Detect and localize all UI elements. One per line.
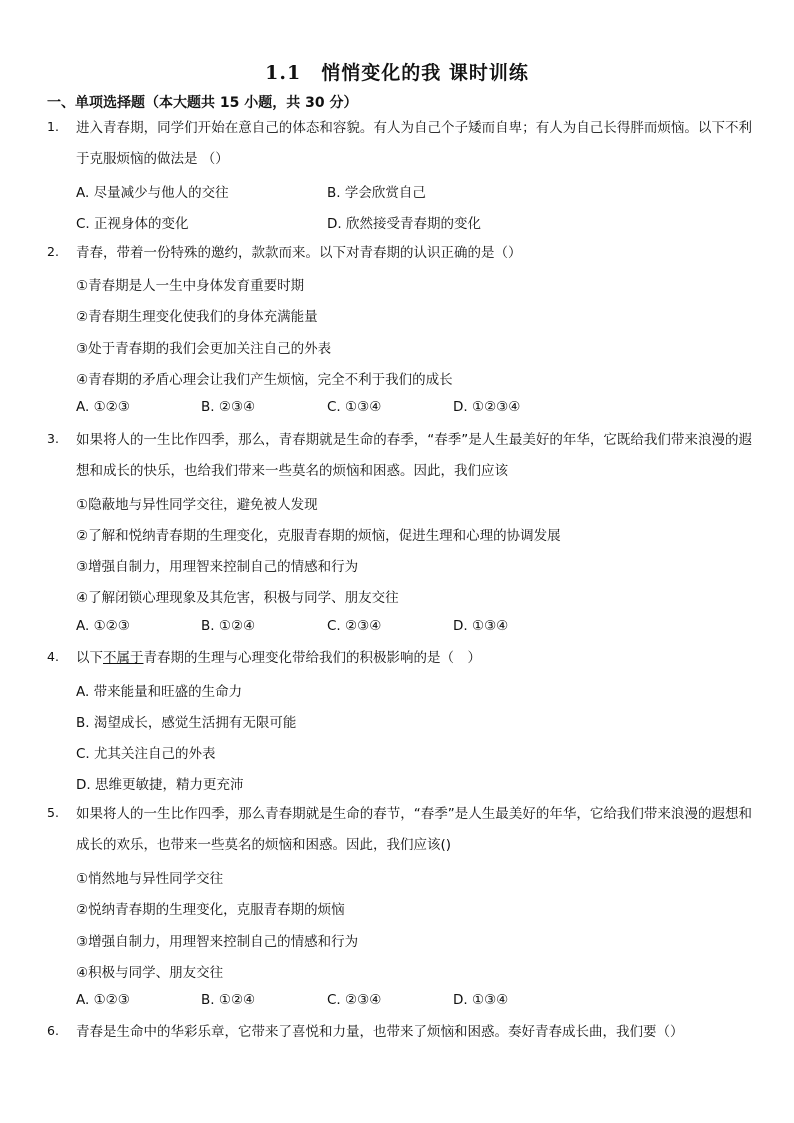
statement-item: ②悦纳青春期的生理变化，克服青春期的烦恼 [76,902,345,918]
option-a: A. 带来能量和旺盛的生命力 [76,684,243,700]
question-stem: 以下不属于青春期的生理与心理变化带给我们的积极影响的是（ ） [76,650,481,666]
option-c: C. ①③④ [327,399,382,415]
option-d: D. ①③④ [453,992,509,1008]
question-stem: 如果将人的一生比作四季，那么，青春期就是生命的春季，“春季”是人生最美好的年华，它既给我们带来浪漫的遐想和成长的快乐，也给我们带来一些莫名的烦恼和困惑。因此，我们应该 [76,432,752,479]
option-c: C. 正视身体的变化 [76,216,189,232]
question-5 [47,799,752,861]
statement-item: ③处于青春期的我们会更加关注自己的外表 [76,341,332,357]
option-a: A. ①②③ [76,992,130,1008]
option-c: C. ②③④ [327,992,382,1008]
option-c: C. ②③④ [327,618,382,634]
question-stem: 青春，带着一份特殊的邀约，款款而来。以下对青春期的认识正确的是（） [76,245,522,261]
option-b: B. 渴望成长，感觉生活拥有无限可能 [76,715,297,731]
statement-item: ④了解闭锁心理现象及其危害，积极与同学、朋友交往 [76,590,399,606]
question-6 [47,1017,752,1048]
statement-item: ①悄然地与异性同学交往 [76,871,224,887]
question-number: 6. [47,1023,59,1038]
question-stem: 进入青春期，同学们开始在意自己的体态和容貌。有人为自己个子矮而自卑；有人为自己长得胖而烦恼。以下不利于克服烦恼的做法是 （） [76,120,752,167]
option-a: A. ①②③ [76,618,130,634]
statement-item: ②青春期生理变化使我们的身体充满能量 [76,309,318,325]
statement-item: ①青春期是人一生中身体发育重要时期 [76,278,305,294]
option-a: A. 尽量减少与他人的交往 [76,185,229,201]
question-number: 1. [47,119,59,134]
option-a: A. ①②③ [76,399,130,415]
question-number: 4. [47,649,59,664]
option-d: D. 欣然接受青春期的变化 [327,216,481,232]
question-number: 5. [47,805,59,820]
question-stem: 如果将人的一生比作四季，那么青春期就是生命的春节，“春季”是人生最美好的年华，它给我们带来浪漫的遐想和成长的欢乐，也带来一些莫名的烦恼和困惑。因此，我们应该() [76,806,752,853]
section-heading: 一、单项选择题（本大题共 15 小题，共 30 分） [47,95,358,111]
option-b: B. ①②④ [201,618,256,634]
question-number: 3. [47,431,59,446]
option-b: B. ①②④ [201,992,256,1008]
option-c: C. 尤其关注自己的外表 [76,746,216,762]
statement-item: ②了解和悦纳青春期的生理变化，克服青春期的烦恼，促进生理和心理的协调发展 [76,528,561,544]
statement-item: ④青春期的矛盾心理会让我们产生烦恼，完全不利于我们的成长 [76,372,453,388]
page-title: 1.1 悄悄变化的我 课时训练 [265,62,529,84]
question-3 [47,425,752,487]
option-d: D. 思维更敏捷，精力更充沛 [76,777,244,793]
statement-item: ④积极与同学、朋友交往 [76,965,224,981]
question-4 [47,643,752,674]
question-2 [47,238,752,269]
option-d: D. ①②③④ [453,399,521,415]
option-b: B. ②③④ [201,399,256,415]
statement-item: ③增强自制力，用理智来控制自己的情感和行为 [76,559,359,575]
question-stem: 青春是生命中的华彩乐章，它带来了喜悦和力量，也带来了烦恼和困惑。奏好青春成长曲，我们要（） [76,1024,684,1040]
option-b: B. 学会欣赏自己 [327,185,426,201]
question-1 [47,113,752,175]
statement-item: ③增强自制力，用理智来控制自己的情感和行为 [76,934,359,950]
statement-item: ①隐蔽地与异性同学交往，避免被人发现 [76,497,318,513]
option-d: D. ①③④ [453,618,509,634]
question-number: 2. [47,244,59,259]
emphasis-underline: 不属于 [103,650,144,666]
